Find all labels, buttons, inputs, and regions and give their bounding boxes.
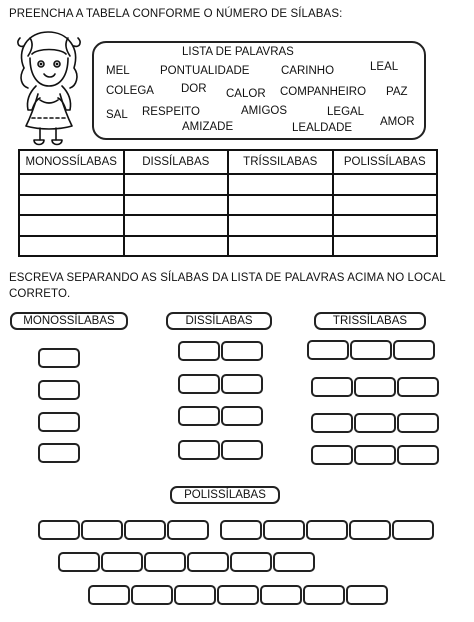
answer-slot[interactable] bbox=[38, 412, 80, 432]
table-cell[interactable] bbox=[124, 236, 229, 257]
answer-slot[interactable] bbox=[124, 520, 166, 540]
header-dissilabas: DISSÍLABAS bbox=[124, 150, 229, 174]
answer-slot[interactable] bbox=[273, 552, 315, 572]
word-item: PONTUALIDADE bbox=[160, 65, 250, 77]
answer-slot[interactable] bbox=[187, 552, 229, 572]
answer-slot[interactable] bbox=[350, 340, 392, 360]
table-cell[interactable] bbox=[333, 195, 438, 216]
answer-slot[interactable] bbox=[311, 413, 353, 433]
instruction-middle-line1: ESCREVA SEPARANDO AS SÍLABAS DA LISTA DE PALAVRAS ACIMA NO LOCAL bbox=[9, 272, 446, 284]
word-item: PAZ bbox=[386, 86, 408, 98]
table-cell[interactable] bbox=[19, 195, 124, 216]
word-item: CALOR bbox=[226, 88, 266, 100]
answer-slot[interactable] bbox=[38, 520, 80, 540]
table-cell[interactable] bbox=[124, 195, 229, 216]
word-list-box bbox=[92, 41, 426, 140]
answer-slot[interactable] bbox=[101, 552, 143, 572]
table-row bbox=[19, 215, 437, 236]
answer-slot[interactable] bbox=[354, 377, 396, 397]
table-cell[interactable] bbox=[124, 174, 229, 195]
table-cell[interactable] bbox=[19, 236, 124, 257]
answer-slot[interactable] bbox=[221, 440, 263, 460]
answer-slot[interactable] bbox=[221, 406, 263, 426]
answer-slot[interactable] bbox=[303, 585, 345, 605]
answer-slot[interactable] bbox=[38, 380, 80, 400]
header-monossilabas: MONOSSÍLABAS bbox=[19, 150, 124, 174]
answer-slot[interactable] bbox=[230, 552, 272, 572]
table-cell[interactable] bbox=[124, 215, 229, 236]
syllable-table bbox=[18, 149, 438, 257]
answer-slot[interactable] bbox=[311, 445, 353, 465]
answer-slot[interactable] bbox=[397, 413, 439, 433]
header-trissilabas: TRÍSSILABAS bbox=[228, 150, 333, 174]
table-row bbox=[19, 236, 437, 257]
label-dissilabas: DISSÍLABAS bbox=[166, 312, 272, 330]
label-polissilabas: POLISSÍLABAS bbox=[170, 486, 280, 504]
answer-slot[interactable] bbox=[393, 340, 435, 360]
answer-slot[interactable] bbox=[38, 443, 80, 463]
answer-slot[interactable] bbox=[178, 440, 220, 460]
answer-slot[interactable] bbox=[392, 520, 434, 540]
answer-slot[interactable] bbox=[178, 406, 220, 426]
label-monossilabas: MONOSSÍLABAS bbox=[10, 312, 128, 330]
word-item: LEAL bbox=[370, 61, 399, 73]
word-item: AMIGOS bbox=[241, 105, 288, 117]
answer-slot[interactable] bbox=[263, 520, 305, 540]
answer-slot[interactable] bbox=[81, 520, 123, 540]
table-cell[interactable] bbox=[228, 195, 333, 216]
answer-slot[interactable] bbox=[217, 585, 259, 605]
word-item: DOR bbox=[181, 83, 207, 95]
answer-slot[interactable] bbox=[38, 348, 80, 368]
answer-slot[interactable] bbox=[397, 445, 439, 465]
word-item: COLEGA bbox=[106, 85, 154, 97]
answer-slot[interactable] bbox=[220, 520, 262, 540]
answer-slot[interactable] bbox=[221, 374, 263, 394]
answer-slot[interactable] bbox=[354, 445, 396, 465]
word-item: MEL bbox=[106, 65, 130, 77]
table-header-row bbox=[19, 150, 437, 174]
answer-slot[interactable] bbox=[306, 520, 348, 540]
word-item: RESPEITO bbox=[142, 106, 200, 118]
instruction-top: PREENCHA A TABELA CONFORME O NÚMERO DE SÍLABAS: bbox=[9, 8, 343, 20]
label-trissilabas: TRISSÍLABAS bbox=[314, 312, 426, 330]
header-polissilabas: POLISSÍLABAS bbox=[333, 150, 438, 174]
answer-slot[interactable] bbox=[311, 377, 353, 397]
word-item: CARINHO bbox=[281, 65, 335, 77]
word-list-title: LISTA DE PALAVRAS bbox=[182, 46, 294, 58]
answer-slot[interactable] bbox=[167, 520, 209, 540]
word-item: AMIZADE bbox=[182, 121, 234, 133]
word-item: AMOR bbox=[380, 116, 415, 128]
answer-slot[interactable] bbox=[260, 585, 302, 605]
table-cell[interactable] bbox=[333, 174, 438, 195]
answer-slot[interactable] bbox=[144, 552, 186, 572]
word-item: LEGAL bbox=[327, 106, 365, 118]
answer-slot[interactable] bbox=[88, 585, 130, 605]
table-cell[interactable] bbox=[228, 174, 333, 195]
table-cell[interactable] bbox=[228, 215, 333, 236]
answer-slot[interactable] bbox=[349, 520, 391, 540]
answer-slot[interactable] bbox=[174, 585, 216, 605]
instruction-middle bbox=[9, 270, 446, 302]
table-row bbox=[19, 174, 437, 195]
table-row bbox=[19, 195, 437, 216]
girl-cartoon-icon bbox=[10, 28, 90, 150]
table-cell[interactable] bbox=[19, 174, 124, 195]
instruction-middle-line2: CORRETO. bbox=[9, 288, 71, 300]
word-item: LEALDADE bbox=[292, 122, 353, 134]
answer-slot[interactable] bbox=[178, 341, 220, 361]
answer-slot[interactable] bbox=[221, 341, 263, 361]
word-item: SAL bbox=[106, 109, 128, 121]
answer-slot[interactable] bbox=[354, 413, 396, 433]
answer-slot[interactable] bbox=[58, 552, 100, 572]
answer-slot[interactable] bbox=[131, 585, 173, 605]
word-item: COMPANHEIRO bbox=[280, 86, 367, 98]
answer-slot[interactable] bbox=[397, 377, 439, 397]
table-cell[interactable] bbox=[19, 215, 124, 236]
answer-slot[interactable] bbox=[178, 374, 220, 394]
answer-slot[interactable] bbox=[307, 340, 349, 360]
table-cell[interactable] bbox=[333, 236, 438, 257]
answer-slot[interactable] bbox=[346, 585, 388, 605]
table-cell[interactable] bbox=[333, 215, 438, 236]
table-cell[interactable] bbox=[228, 236, 333, 257]
